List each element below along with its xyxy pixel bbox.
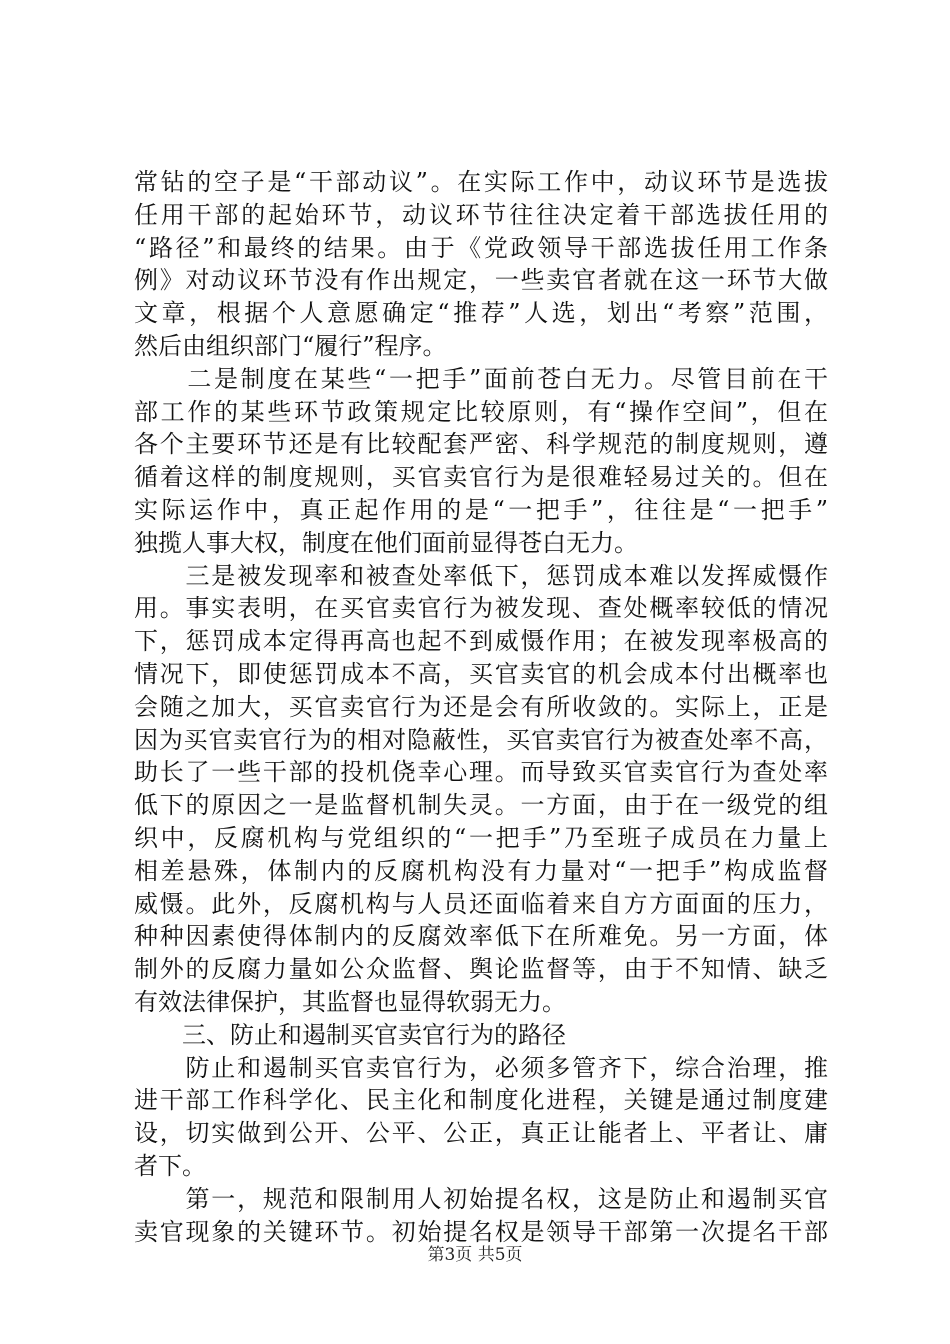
text-line: 相差悬殊，体制内的反腐机构没有力量对“一把手”构成监督 [134,856,828,885]
text-line: 实际运作中，真正起作用的是“一把手”，往往是“一把手” [134,495,828,524]
text-line: 各个主要环节还是有比较配套严密、科学规范的制度规则，遵 [134,430,828,459]
text-line: 织中，反腐机构与党组织的“一把手”乃至班子成员在力量上 [134,823,828,852]
text-line: 用。事实表明，在买官卖官行为被发现、查处概率较低的情况 [134,594,828,623]
text-line: 会随之加大，买官卖官行为还是会有所收敛的。实际上，正是 [134,692,828,721]
text-line: 任用干部的起始环节，动议环节往往决定着干部选拔任用的 [134,200,828,229]
document-body [134,166,828,1248]
text-line: 防止和遏制买官卖官行为，必须多管齐下，综合治理，推 [134,1053,828,1082]
text-line: 进干部工作科学化、民主化和制度化进程，关键是通过制度建 [134,1086,828,1115]
text-line: 例》对动议环节没有作出规定，一些卖官者就在这一环节大做 [134,266,828,295]
text-line: 三、防止和遏制买官卖官行为的路径 [134,1020,566,1049]
text-line: 三是被发现率和被查处率低下，惩罚成本难以发挥威慑作 [134,561,828,590]
text-line: 低下的原因之一是监督机制失灵。一方面，由于在一级党的组 [134,791,828,820]
text-line: 第一，规范和限制用人初始提名权，这是防止和遏制买官 [134,1184,828,1213]
text-line: 有效法律保护，其监督也显得软弱无力。 [134,987,566,1016]
text-line: 二是制度在某些“一把手”面前苍白无力。尽管目前在干 [134,364,828,393]
text-line: 独揽人事大权，制度在他们面前显得苍白无力。 [134,528,638,557]
text-line: 部工作的某些环节政策规定比较原则，有“操作空间”，但在 [134,397,828,426]
page-footer: 第3页 共5页 [427,1245,523,1265]
text-line: 者下。 [134,1151,206,1180]
text-line: 卖官现象的关键环节。初始提名权是领导干部第一次提名干部 [134,1217,828,1246]
text-line: 情况下，即使惩罚成本不高，买官卖官的机会成本付出概率也 [134,659,828,688]
text-line: 威慑。此外，反腐机构与人员还面临着来自方方面面的压力， [134,889,828,918]
text-line: “路径”和最终的结果。由于《党政领导干部选拔任用工作条 [134,233,828,262]
text-line: 种种因素使得体制内的反腐效率低下在所难免。另一方面，体 [134,922,828,951]
text-line: 设，切实做到公开、公平、公正，真正让能者上、平者让、庸 [134,1119,828,1148]
text-line: 文章，根据个人意愿确定“推荐”人选，划出“考察”范围， [134,299,828,328]
text-line: 制外的反腐力量如公众监督、舆论监督等，由于不知情、缺乏 [134,955,828,984]
text-line: 助长了一些干部的投机侥幸心理。而导致买官卖官行为查处率 [134,758,828,787]
text-line: 然后由组织部门“履行”程序。 [134,331,447,360]
text-line: 循着这样的制度规则，买官卖官行为是很难轻易过关的。但在 [134,463,828,492]
text-line: 因为买官卖官行为的相对隐蔽性，买官卖官行为被查处率不高， [134,725,828,754]
text-line: 下，惩罚成本定得再高也起不到威慑作用；在被发现率极高的 [134,627,828,656]
text-line: 常钻的空子是“干部动议”。在实际工作中，动议环节是选拔 [134,168,828,196]
